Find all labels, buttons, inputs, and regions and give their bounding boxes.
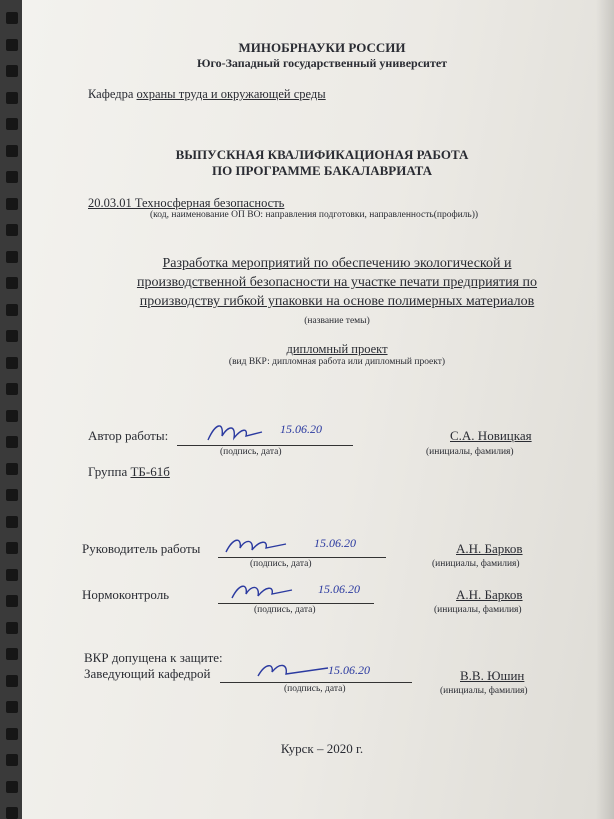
- binding-hole: [6, 516, 18, 528]
- topic-caption: (название темы): [304, 316, 370, 326]
- binding-hole: [6, 595, 18, 607]
- specialty-caption: (код, наименование ОП ВО: направления подготовки, направленность(профиль)): [150, 210, 479, 220]
- binding-hole: [6, 569, 18, 581]
- admission-label: ВКР допущена к защите:: [84, 650, 223, 665]
- work-kind: дипломный проект: [286, 342, 388, 356]
- binding-hole: [6, 383, 18, 395]
- binding-hole: [6, 92, 18, 104]
- spiral-binding: [0, 0, 22, 819]
- binding-hole: [6, 304, 18, 316]
- supervisor-label: Руководитель работы: [82, 541, 201, 556]
- department-line: Кафедра охраны труда и окружающей среды: [88, 87, 326, 101]
- binding-hole: [6, 622, 18, 634]
- author-label: Автор работы:: [88, 428, 169, 443]
- city-year: Курск – 2020 г.: [280, 741, 364, 756]
- head-name-caption: (инициалы, фамилия): [440, 686, 528, 696]
- author-name: С.А. Новицкая: [450, 428, 532, 443]
- binding-hole: [6, 330, 18, 342]
- normcontrol-name-caption: (инициалы, фамилия): [434, 605, 522, 615]
- binding-hole: [6, 728, 18, 740]
- binding-hole: [6, 12, 18, 24]
- author-sign-caption: (подпись, дата): [220, 447, 282, 457]
- binding-hole: [6, 65, 18, 77]
- binding-hole: [6, 807, 18, 819]
- work-type-title: ВЫПУСКНАЯ КВАЛИФИКАЦИОНАЯ РАБОТА: [175, 147, 469, 162]
- binding-hole: [6, 357, 18, 369]
- binding-hole: [6, 145, 18, 157]
- binding-hole: [6, 277, 18, 289]
- binding-hole: [6, 463, 18, 475]
- work-kind-caption: (вид ВКР: дипломная работа или дипломный проект): [228, 357, 446, 367]
- binding-hole: [6, 781, 18, 793]
- title-page: [22, 0, 614, 819]
- binding-hole: [6, 198, 18, 210]
- author-name-caption: (инициалы, фамилия): [426, 447, 514, 457]
- binding-hole: [6, 251, 18, 263]
- ministry-name: МИНОБРНАУКИ РОССИИ: [238, 40, 406, 55]
- binding-hole: [6, 701, 18, 713]
- normcontrol-date: 15.06.20: [318, 582, 360, 596]
- normcontrol-sign-caption: (подпись, дата): [254, 605, 316, 615]
- binding-hole: [6, 410, 18, 422]
- supervisor-date: 15.06.20: [314, 536, 356, 550]
- binding-hole: [6, 754, 18, 766]
- normcontrol-signature: [228, 578, 328, 606]
- binding-hole: [6, 675, 18, 687]
- specialty-code: 20.03.01 Техносферная безопасность: [88, 196, 285, 210]
- supervisor-signature: [222, 532, 322, 560]
- binding-hole: [6, 542, 18, 554]
- binding-hole: [6, 224, 18, 236]
- author-date: 15.06.20: [280, 422, 322, 436]
- binding-hole: [6, 118, 18, 130]
- head-sign-caption: (подпись, дата): [284, 684, 346, 694]
- binding-hole: [6, 648, 18, 660]
- binding-hole: [6, 436, 18, 448]
- head-date: 15.06.20: [328, 663, 370, 677]
- topic-line-3: производству гибкой упаковки на основе полимерных материалов: [139, 294, 535, 309]
- topic-line-2: производственной безопасности на участке печати предприятия по: [136, 275, 538, 290]
- head-name: В.В. Юшин: [460, 668, 525, 683]
- normcontrol-label: Нормоконтроль: [82, 587, 170, 602]
- university-name: Юго-Западный государственный университет: [196, 56, 448, 70]
- program-title: ПО ПРОГРАММЕ БАКАЛАВРИАТА: [211, 163, 433, 178]
- supervisor-name-caption: (инициалы, фамилия): [432, 559, 520, 569]
- supervisor-name: А.Н. Барков: [456, 541, 523, 556]
- head-label: Заведующий кафедрой: [84, 666, 211, 681]
- binding-hole: [6, 39, 18, 51]
- binding-hole: [6, 489, 18, 501]
- group-line: Группа ТБ-61б: [88, 464, 170, 479]
- normcontrol-name: А.Н. Барков: [456, 587, 523, 602]
- binding-hole: [6, 171, 18, 183]
- topic-line-1: Разработка мероприятий по обеспечению экологической и: [162, 256, 512, 271]
- supervisor-sign-caption: (подпись, дата): [250, 559, 312, 569]
